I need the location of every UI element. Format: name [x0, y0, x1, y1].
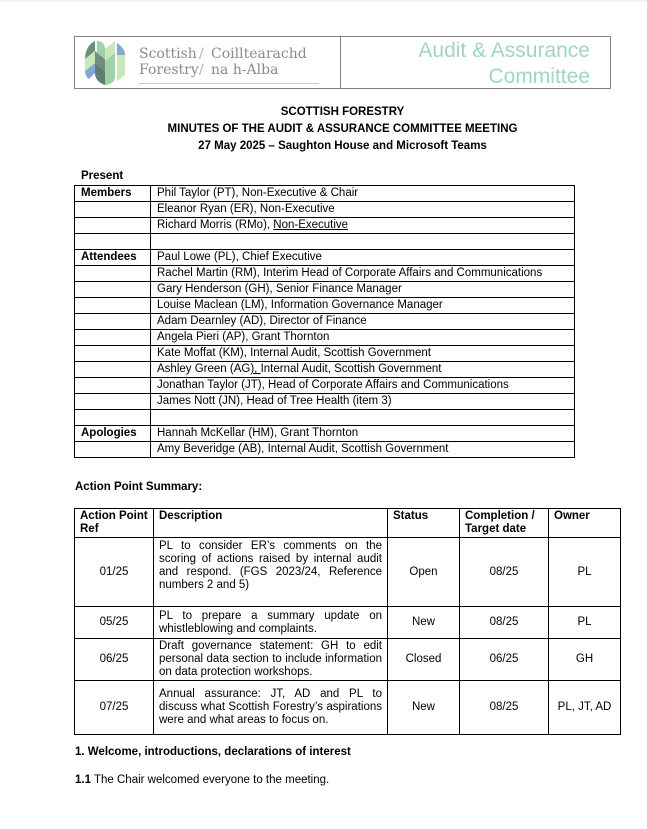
- description-cell: Draft governance statement: GH to edit personal data section to include information on data protection workshops.: [154, 639, 388, 681]
- category-cell: [75, 394, 151, 410]
- logo-block: [75, 37, 341, 88]
- col-header-status: Status: [388, 509, 460, 538]
- person-cell: Paul Lowe (PL), Chief Executive: [151, 250, 575, 266]
- section-paragraph: [75, 774, 329, 786]
- person-cell: Kate Moffat (KM), Internal Audit, Scottish Government: [151, 346, 575, 362]
- person-cell: Amy Beveridge (AB), Internal Audit, Scottish Government: [151, 442, 575, 458]
- present-heading: Present: [81, 170, 124, 182]
- committee-title: [418, 38, 590, 90]
- table-row: [75, 218, 575, 234]
- person-name: Ashley Green (AG: [157, 363, 251, 375]
- category-cell: [75, 314, 151, 330]
- table-row: [75, 639, 621, 681]
- person-cell: Hannah McKellar (HM), Grant Thornton: [151, 426, 575, 442]
- logo-name-gd: Coilltearachd: [211, 46, 307, 62]
- status-cell: Open: [388, 538, 460, 607]
- owner-cell: PL: [549, 607, 621, 639]
- person-cell: Adam Dearnley (AD), Director of Finance: [151, 314, 575, 330]
- date-cell: 08/25: [460, 538, 549, 607]
- col-header-owner: Owner: [549, 509, 621, 538]
- col-header-description: Description: [154, 509, 388, 538]
- category-cell: [75, 410, 151, 426]
- category-cell: [75, 202, 151, 218]
- person-cell: [151, 362, 575, 378]
- ref-cell: 06/25: [75, 639, 154, 681]
- category-cell: [75, 218, 151, 234]
- category-cell: [75, 378, 151, 394]
- table-row: [75, 234, 575, 250]
- minutes-title: MINUTES OF THE AUDIT & ASSURANCE COMMITTEE MEETING: [167, 123, 518, 135]
- table-row: [75, 186, 575, 202]
- category-cell: Members: [75, 186, 151, 202]
- document-titles: [74, 104, 611, 155]
- logo-name-gd: na h-Alba: [211, 62, 279, 78]
- col-header-ref: Action Point Ref: [75, 509, 154, 538]
- logo-wordmark: [139, 46, 307, 78]
- table-row: [75, 346, 575, 362]
- section-heading: 1. Welcome, introductions, declarations of interest: [75, 746, 351, 758]
- owner-cell: GH: [549, 639, 621, 681]
- table-row: [75, 266, 575, 282]
- date-cell: 08/25: [460, 681, 549, 735]
- action-point-table: [74, 508, 621, 735]
- category-cell: Apologies: [75, 426, 151, 442]
- table-row: [75, 681, 621, 735]
- committee-title-line2: Committee: [488, 65, 590, 88]
- table-row: [75, 362, 575, 378]
- description-cell: PL to prepare a summary update on whistleblowing and complaints.: [154, 607, 388, 639]
- person-cell: Angela Pieri (AP), Grant Thornton: [151, 330, 575, 346]
- logo-underline: [139, 83, 319, 84]
- owner-cell: PL, JT, AD: [549, 681, 621, 735]
- org-title: SCOTTISH FORESTRY: [280, 106, 405, 118]
- table-row: [75, 410, 575, 426]
- logo-name-en: Scottish: [139, 46, 197, 62]
- table-row: [75, 378, 575, 394]
- person-cell: Rachel Martin (RM), Interim Head of Corporate Affairs and Communications: [151, 266, 575, 282]
- paragraph-number: 1.1: [75, 774, 91, 786]
- person-name: Richard Morris (RMo),: [157, 219, 274, 231]
- category-cell: [75, 330, 151, 346]
- status-cell: New: [388, 681, 460, 735]
- person-cell: Gary Henderson (GH), Senior Finance Manager: [151, 282, 575, 298]
- table-row: [75, 202, 575, 218]
- status-cell: New: [388, 607, 460, 639]
- category-cell: [75, 442, 151, 458]
- date-cell: 08/25: [460, 607, 549, 639]
- person-cell: Jonathan Taylor (JT), Head of Corporate Affairs and Communications: [151, 378, 575, 394]
- person-cell: Louise Maclean (LM), Information Governance Manager: [151, 298, 575, 314]
- table-row: [75, 442, 575, 458]
- page-top-shadow: [0, 0, 647, 3]
- table-row: [75, 314, 575, 330]
- person-role: Internal Audit, Scottish Government: [260, 363, 442, 375]
- person-role-tracked: Non-Executive: [273, 219, 349, 231]
- category-cell: [75, 282, 151, 298]
- table-header-row: [75, 509, 621, 538]
- ref-cell: 05/25: [75, 607, 154, 639]
- document-header: [74, 36, 611, 89]
- logo-separator: /: [199, 46, 204, 62]
- ref-cell: 01/25: [75, 538, 154, 607]
- description-cell: Annual assurance: JT, AD and PL to discuss what Scottish Forestry’s aspirations were and what areas to focus on.: [154, 681, 388, 735]
- category-cell: [75, 298, 151, 314]
- description-cell: PL to consider ER’s comments on the scoring of actions raised by internal audit and respond. (FGS 2023/24, Reference numbers 2 and 5): [154, 538, 388, 607]
- person-cell: [151, 218, 575, 234]
- category-cell: [75, 362, 151, 378]
- status-cell: Closed: [388, 639, 460, 681]
- ref-cell: 07/25: [75, 681, 154, 735]
- meeting-date-location: 27 May 2025 – Saughton House and Microsoft Teams: [198, 140, 487, 152]
- table-row: [75, 330, 575, 346]
- attendance-table: [74, 185, 575, 458]
- person-cell: [151, 234, 575, 250]
- category-cell: [75, 234, 151, 250]
- table-row: [75, 607, 621, 639]
- table-row: [75, 282, 575, 298]
- logo-separator: /: [199, 62, 204, 78]
- committee-block: [341, 37, 610, 88]
- category-cell: Attendees: [75, 250, 151, 266]
- committee-title-line1: Audit & Assurance: [418, 39, 590, 62]
- tracked-change: ),: [250, 363, 261, 375]
- person-cell: James Nott (JN), Head of Tree Health (item 3): [151, 394, 575, 410]
- person-cell: [151, 410, 575, 426]
- paragraph-text: The Chair welcomed everyone to the meeting.: [91, 774, 330, 786]
- category-cell: [75, 346, 151, 362]
- owner-cell: PL: [549, 538, 621, 607]
- table-row: [75, 394, 575, 410]
- table-row: [75, 426, 575, 442]
- col-header-date: Completion / Target date: [460, 509, 549, 538]
- action-point-summary-heading: Action Point Summary:: [75, 481, 203, 493]
- table-row: [75, 538, 621, 607]
- date-cell: 06/25: [460, 639, 549, 681]
- person-cell: Eleanor Ryan (ER), Non-Executive: [151, 202, 575, 218]
- logo-name-en: Forestry: [139, 62, 199, 78]
- leaf-chevron-logo-icon: [81, 39, 129, 87]
- table-row: [75, 250, 575, 266]
- table-row: [75, 298, 575, 314]
- category-cell: [75, 266, 151, 282]
- person-cell: Phil Taylor (PT), Non-Executive & Chair: [151, 186, 575, 202]
